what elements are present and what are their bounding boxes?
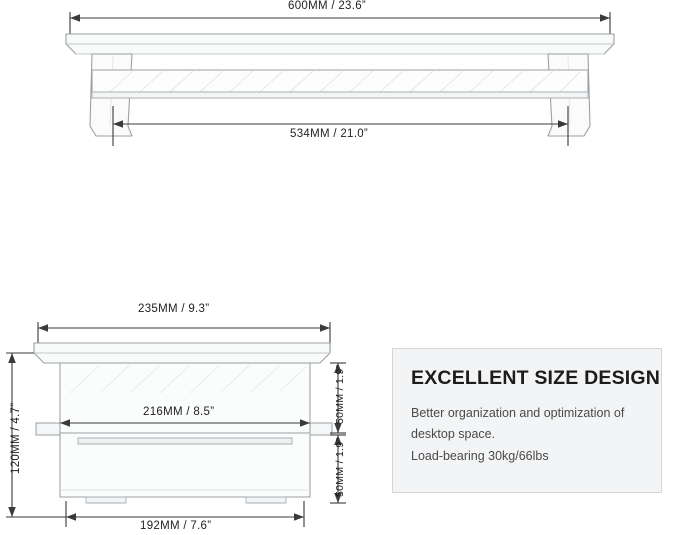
- arrow-head-top: [8, 353, 16, 363]
- side-top-plate: [34, 343, 330, 363]
- arrow-head-bottom: [334, 423, 342, 433]
- arrow-head-right: [294, 513, 304, 521]
- stand-shelf: [92, 70, 588, 98]
- front-view-illustration: [0, 0, 679, 175]
- arrow-head-right: [320, 324, 330, 332]
- front-width-dimension-label: 600MM / 23.6”: [288, 0, 367, 12]
- side-upper-height-dimension-label: 50MM / 1.9”: [334, 364, 346, 424]
- arrow-head-left: [66, 513, 76, 521]
- side-top-width-dimension-label: 235MM / 9.3”: [138, 303, 210, 315]
- arrow-head-left: [38, 324, 48, 332]
- side-total-height-dimension-label: 120MM / 4.7”: [10, 402, 22, 474]
- side-shelf-width-dimension-label: 216MM / 8.5”: [143, 406, 215, 418]
- front-inner-dimension-line: [113, 106, 568, 146]
- arrow-head-left: [70, 14, 80, 22]
- info-card: [392, 348, 662, 493]
- info-card-load-bearing: Load-bearing 30kg/66lbs: [411, 448, 549, 463]
- info-card-line-1: Better organization and optimization of: [411, 406, 625, 420]
- side-lower-height-dimension-label: 50MM / 1.9”: [334, 437, 346, 497]
- info-card-line-2: desktop space.: [411, 427, 496, 442]
- arrow-head-bottom: [8, 507, 16, 517]
- side-upper-compartment: [36, 363, 332, 435]
- side-base-width-dimension-label: 192MM / 7.6”: [140, 520, 212, 532]
- info-card-heading: EXCELLENT SIZE DESIGN: [411, 367, 661, 389]
- side-lower-compartment: [60, 433, 310, 503]
- stand-top-plate: [66, 34, 614, 54]
- front-inner-dimension-label: 534MM / 21.0”: [290, 128, 369, 140]
- arrow-head-right: [600, 14, 610, 22]
